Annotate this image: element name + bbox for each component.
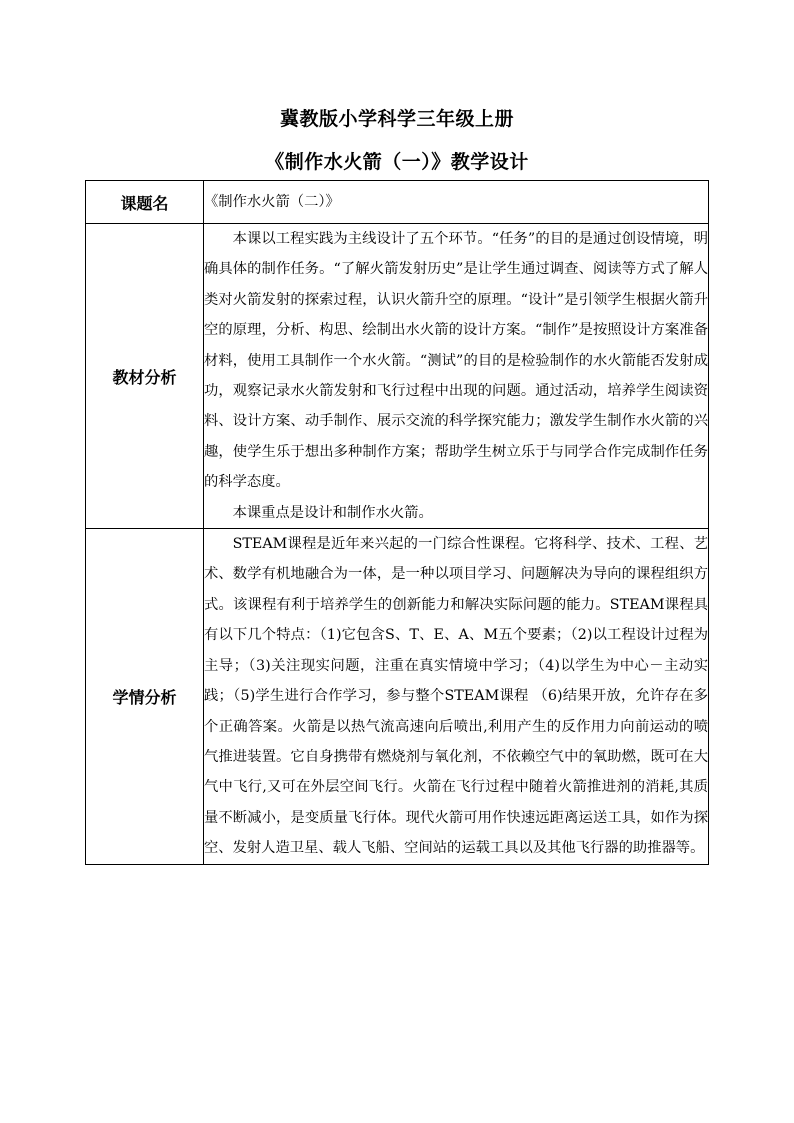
document-subtitle: 《制作水火箭（一）》教学设计 [265,151,529,173]
table-row-material-analysis [86,224,709,529]
document-title: 冀教版小学科学三年级上册 [279,108,514,130]
lesson-design-table [85,180,709,865]
table-row-learner-analysis [86,529,709,864]
row-label-material-analysis: 教材分析 [86,224,204,529]
material-analysis-paragraph: 本课以工程实践为主线设计了五个环节。“任务”的目的是通过创设情境，明确具体的制作任务。“了解火箭发射历史”是让学生通过调查、阅读等方式了解人类对火箭发射的探索过程，认识火箭升空的原理。“设计”是引领学生根据火箭升空的原理，分析、构思、绘制出水火箭的设计方案。“制作”是按照设计方案准备材料，使用工具制作一个水火箭。“测试”的目的是检验制作的水火箭能否发射成功，观察记录水火箭发射和飞行过程中出现的问题。通过活动，培养学生阅读资料、设计方案、动手制作、展示交流的科学探究能力；激发学生制作水火箭的兴趣，使学生乐于想出多种制作方案；帮助学生树立乐于与同学合作完成制作任务的科学态度。 [204,231,708,491]
material-analysis-key-point: 本课重点是设计和制作水火箭。 [232,504,433,521]
row-content-learner-analysis [204,529,709,864]
row-label-topic: 课题名 [86,181,204,224]
row-content-material-analysis [204,224,709,529]
topic-name: 《制作水火箭（二）》 [204,193,340,210]
row-content-topic [204,181,709,224]
learner-analysis-paragraph: STEAM课程是近年来兴起的一门综合性课程。它将科学、技术、工程、艺术、数学有机地融合为一体，是一种以项目学习、问题解决为导向的课程组织方式。该课程有利于培养学生的创新能力和解决实际问题的能力。STEAM课程具有以下几个特点：（1)它包含S、T、E、A、M五个要素；（2)以工程设计过程为主导；（3)关注现实问题，注重在真实情境中学习；（4)以学生为中心－主动实践；（5)学生进行合作学习，参与整个STEAM课程 （6)结果开放，允许存在多个正确答案。火箭是以热气流高速向后喷出,利用产生的反作用力向前运动的喷气推进装置。它自身携带有燃烧剂与氧化剂，不依赖空气中的氧助燃，既可在大气中飞行,又可在外层空间飞行。火箭在飞行过程中随着火箭推进剂的消耗,其质量不断减小，是变质量飞行体。现代火箭可用作快速远距离运送工具，如作为探空、发射人造卫星、载人飞船、空间站的运载工具以及其他飞行器的助推器等。 [204,536,708,857]
row-label-learner-analysis: 学情分析 [86,529,204,864]
table-row-topic [86,181,709,224]
